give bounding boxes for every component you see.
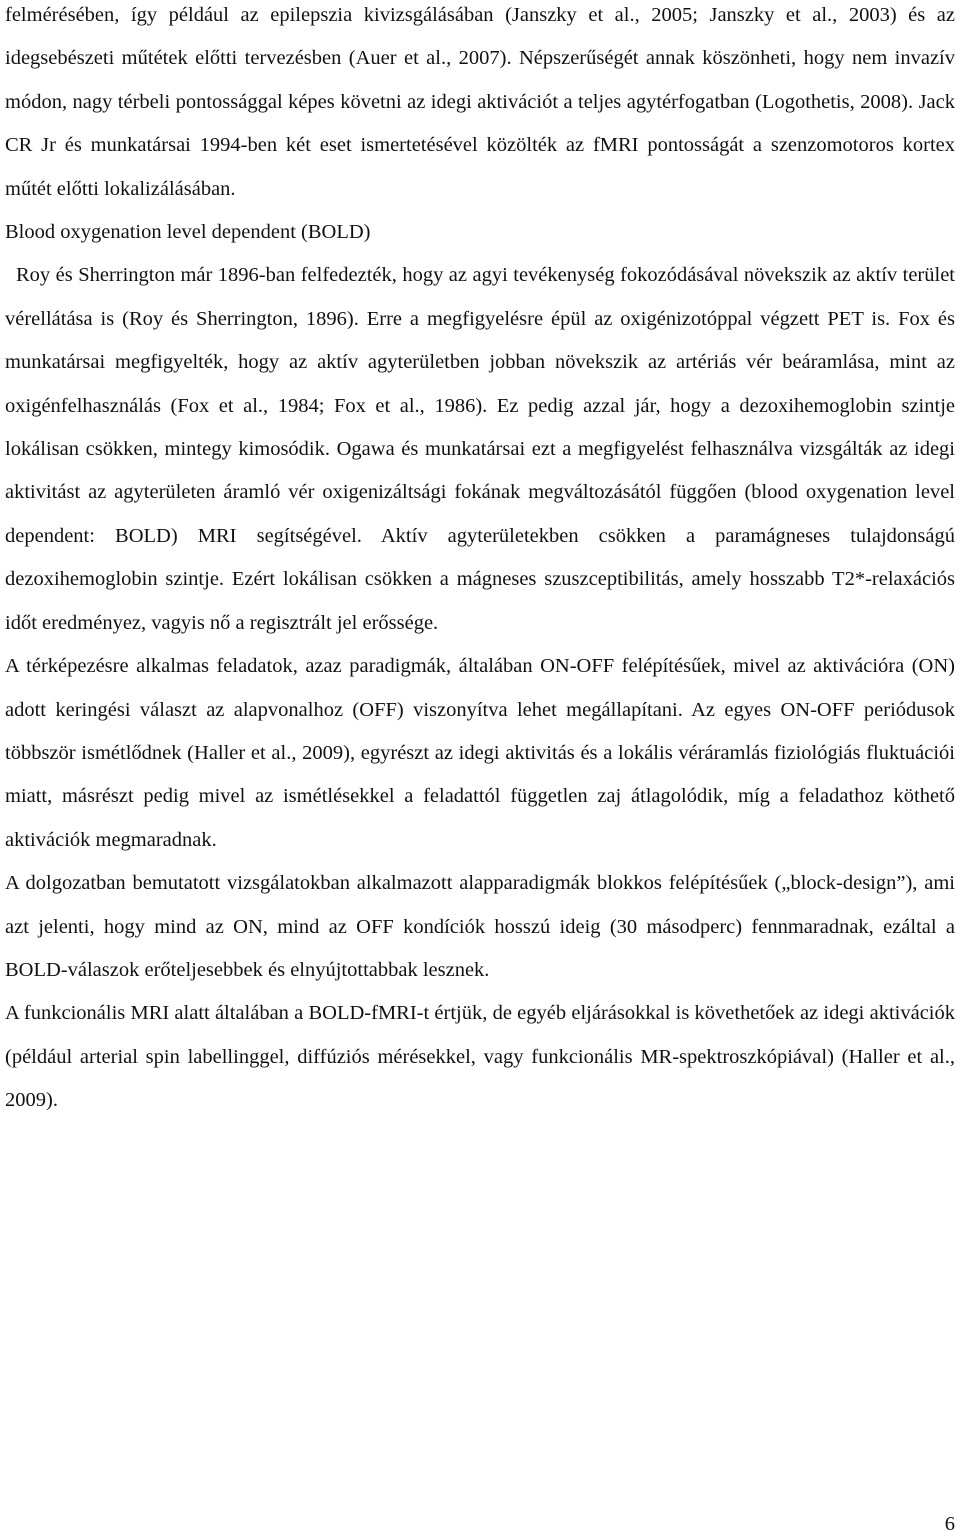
section-heading: Blood oxygenation level dependent (BOLD) [5, 221, 371, 244]
intro-paragraph: felmérésében, így például az epilepszia kivizsgálásában (Janszky et al., 2005; Janszky et al., 2003) és az idegsebészeti műtétek előtti tervezésben (Auer et al., 2007). Népszerűségét annak köszönheti, hogy nem invazív módon, nagy térbeli pontossággal képes követni az idegi aktivációt a teljes agytérfogatban (Logothetis, 2008). Jack CR Jr és munkatársai 1994-ben két eset ismertetésével közölték az fMRI pontosságát a szenzomotoros kortex műtét előtti lokalizálásában. [5, 4, 955, 200]
page-number: 6 [944, 1513, 955, 1535]
bold-paragraph-roy-sherrington: Roy és Sherrington már 1896-ban felfedezték, hogy az agyi tevékenység fokozódásával növekszik az aktív terület vérellátása is (Roy és Sherrington, 1896). Erre a megfigyelésre épül az oxigénizotóppal végzett PET is. Fox és munkatársai megfigyelték, hogy az aktív agyterületben jobban növekszik az artériás vér beáramlása, mint az oxigénfelhasználás (Fox et al., 1984; Fox et al., 1986). Ez pedig azzal jár, hogy a dezoxihemoglobin szintje lokálisan csökken, mintegy kimosódik. Ogawa és munkatársai ezt a megfigyelést felhasználva vizsgálták az idegi aktivitást az agyterületen áramló vér oxigenizáltsági fokának megváltozásától függően (blood oxygenation level dependent: BOLD) MRI segítségével. Aktív agyterületekben csökken a paramágneses tulajdonságú dezoxihemoglobin szintje. Ezért lokálisan csökken a mágneses szuszceptibilitás, amely hosszabb T2*-relaxációs időt eredményez, vagyis nő a regisztrált jel erőssége. [5, 264, 955, 634]
bold-paragraph-block-design: A dolgozatban bemutatott vizsgálatokban alkalmazott alapparadigmák blokkos felépítésűek („block-design”), ami azt jelenti, hogy mind az ON, mind az OFF kondíciók hosszú ideig (30 másodperc) fennmaradnak, ezáltal a BOLD-válaszok erőteljesebbek és elnyújtottabbak lesznek. [5, 872, 955, 981]
document-page [5, 0, 955, 1123]
bold-paragraph-paradigms: A térképezésre alkalmas feladatok, azaz paradigmák, általában ON-OFF felépítésűek, mivel az aktivációra (ON) adott keringési választ az alapvonalhoz (OFF) viszonyítva lehet megállapítani. Az egyes ON-OFF periódusok többször ismétlődnek (Haller et al., 2009), egyrészt az idegi aktivitás és a lokális véráramlás fiziológiás fluktuációi miatt, másrészt pedig mivel az ismétlésekkel a feladattól független zaj átlagolódik, míg a feladathoz köthető aktivációk megmaradnak. [5, 655, 955, 851]
bold-paragraph-fmri-methods: A funkcionális MRI alatt általában a BOLD-fMRI-t értjük, de egyéb eljárásokkal is követhetőek az idegi aktivációk (például arterial spin labellinggel, diffúziós mérésekkel, vagy funkcionális MR-spektroszkópiával) (Haller et al., 2009). [5, 1002, 955, 1112]
